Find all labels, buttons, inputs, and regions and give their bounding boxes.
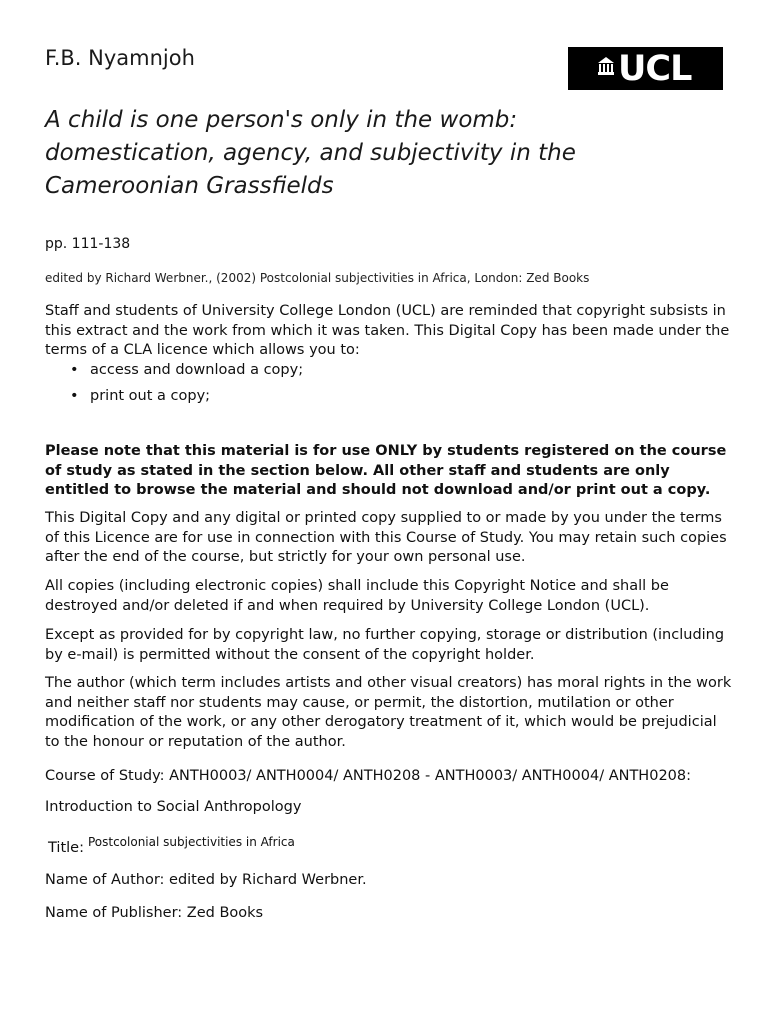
page-range: pp. 111-138 [45, 236, 131, 252]
list-item-text: print out a copy; [90, 388, 211, 404]
article-title: A child is one person's only in the womb: domestication, agency, and subjectivity in the Cameroonian Grassfields [45, 107, 576, 199]
usage-notice: Please note that this material is for use ONLY by students registered on the course of study as stated in the section below. All other staff and students are only entitled to browse the material and should not download and/or print out a copy. [45, 443, 727, 498]
copyright-intro: Staff and students of University College London (UCL) are reminded that copyright subsists in this extract and the work from which it was taken. This Digital Copy has been made under the terms of a CLA licence which allows you to: [45, 303, 730, 358]
copies-paragraph: All copies (including electronic copies) shall include this Copyright Notice and shall be destroyed and/or deleted if and when required by University College London (UCL). [45, 578, 669, 614]
bullet-icon: • [70, 388, 79, 404]
title-field [48, 835, 295, 856]
author-name: F.B. Nyamnjoh [45, 46, 195, 70]
edited-by-line: edited by Richard Werbner., (2002) Postcolonial subjectivities in Africa, London: Zed Books [45, 271, 590, 285]
bullet-icon: • [70, 362, 79, 378]
ucl-logo [568, 47, 723, 90]
title-label: Title: [48, 840, 84, 856]
course-name: Introduction to Social Anthropology [45, 799, 302, 815]
list-item [70, 362, 303, 378]
name-of-author: Name of Author: edited by Richard Werbner. [45, 872, 367, 888]
title-value: Postcolonial subjectivities in Africa [87, 835, 295, 849]
moral-rights-paragraph: The author (which term includes artists and other visual creators) has moral rights in the work and neither staff nor students may cause, or permit, the distortion, mutilation or other modification of the work, or any other derogatory treatment of it, which would be prejudicial to the honour or reputation of the author. [45, 675, 732, 750]
licence-paragraph: This Digital Copy and any digital or printed copy supplied to or made by you under the terms of this Licence are for use in connection with this Course of Study. You may retain such copies after the end of the course, but strictly for your own personal use. [45, 510, 727, 565]
list-item-text: access and download a copy; [90, 362, 304, 378]
course-of-study: Course of Study: ANTH0003/ ANTH0004/ ANTH0208 - ANTH0003/ ANTH0004/ ANTH0208: [45, 768, 692, 784]
name-of-publisher: Name of Publisher: Zed Books [45, 905, 264, 921]
copying-paragraph: Except as provided for by copyright law, no further copying, storage or distribution (including by e-mail) is permitted without the consent of the copyright holder. [45, 627, 725, 663]
list-item [70, 388, 210, 404]
portico-icon [598, 57, 614, 75]
ucl-logo-text: UCL [618, 49, 692, 89]
